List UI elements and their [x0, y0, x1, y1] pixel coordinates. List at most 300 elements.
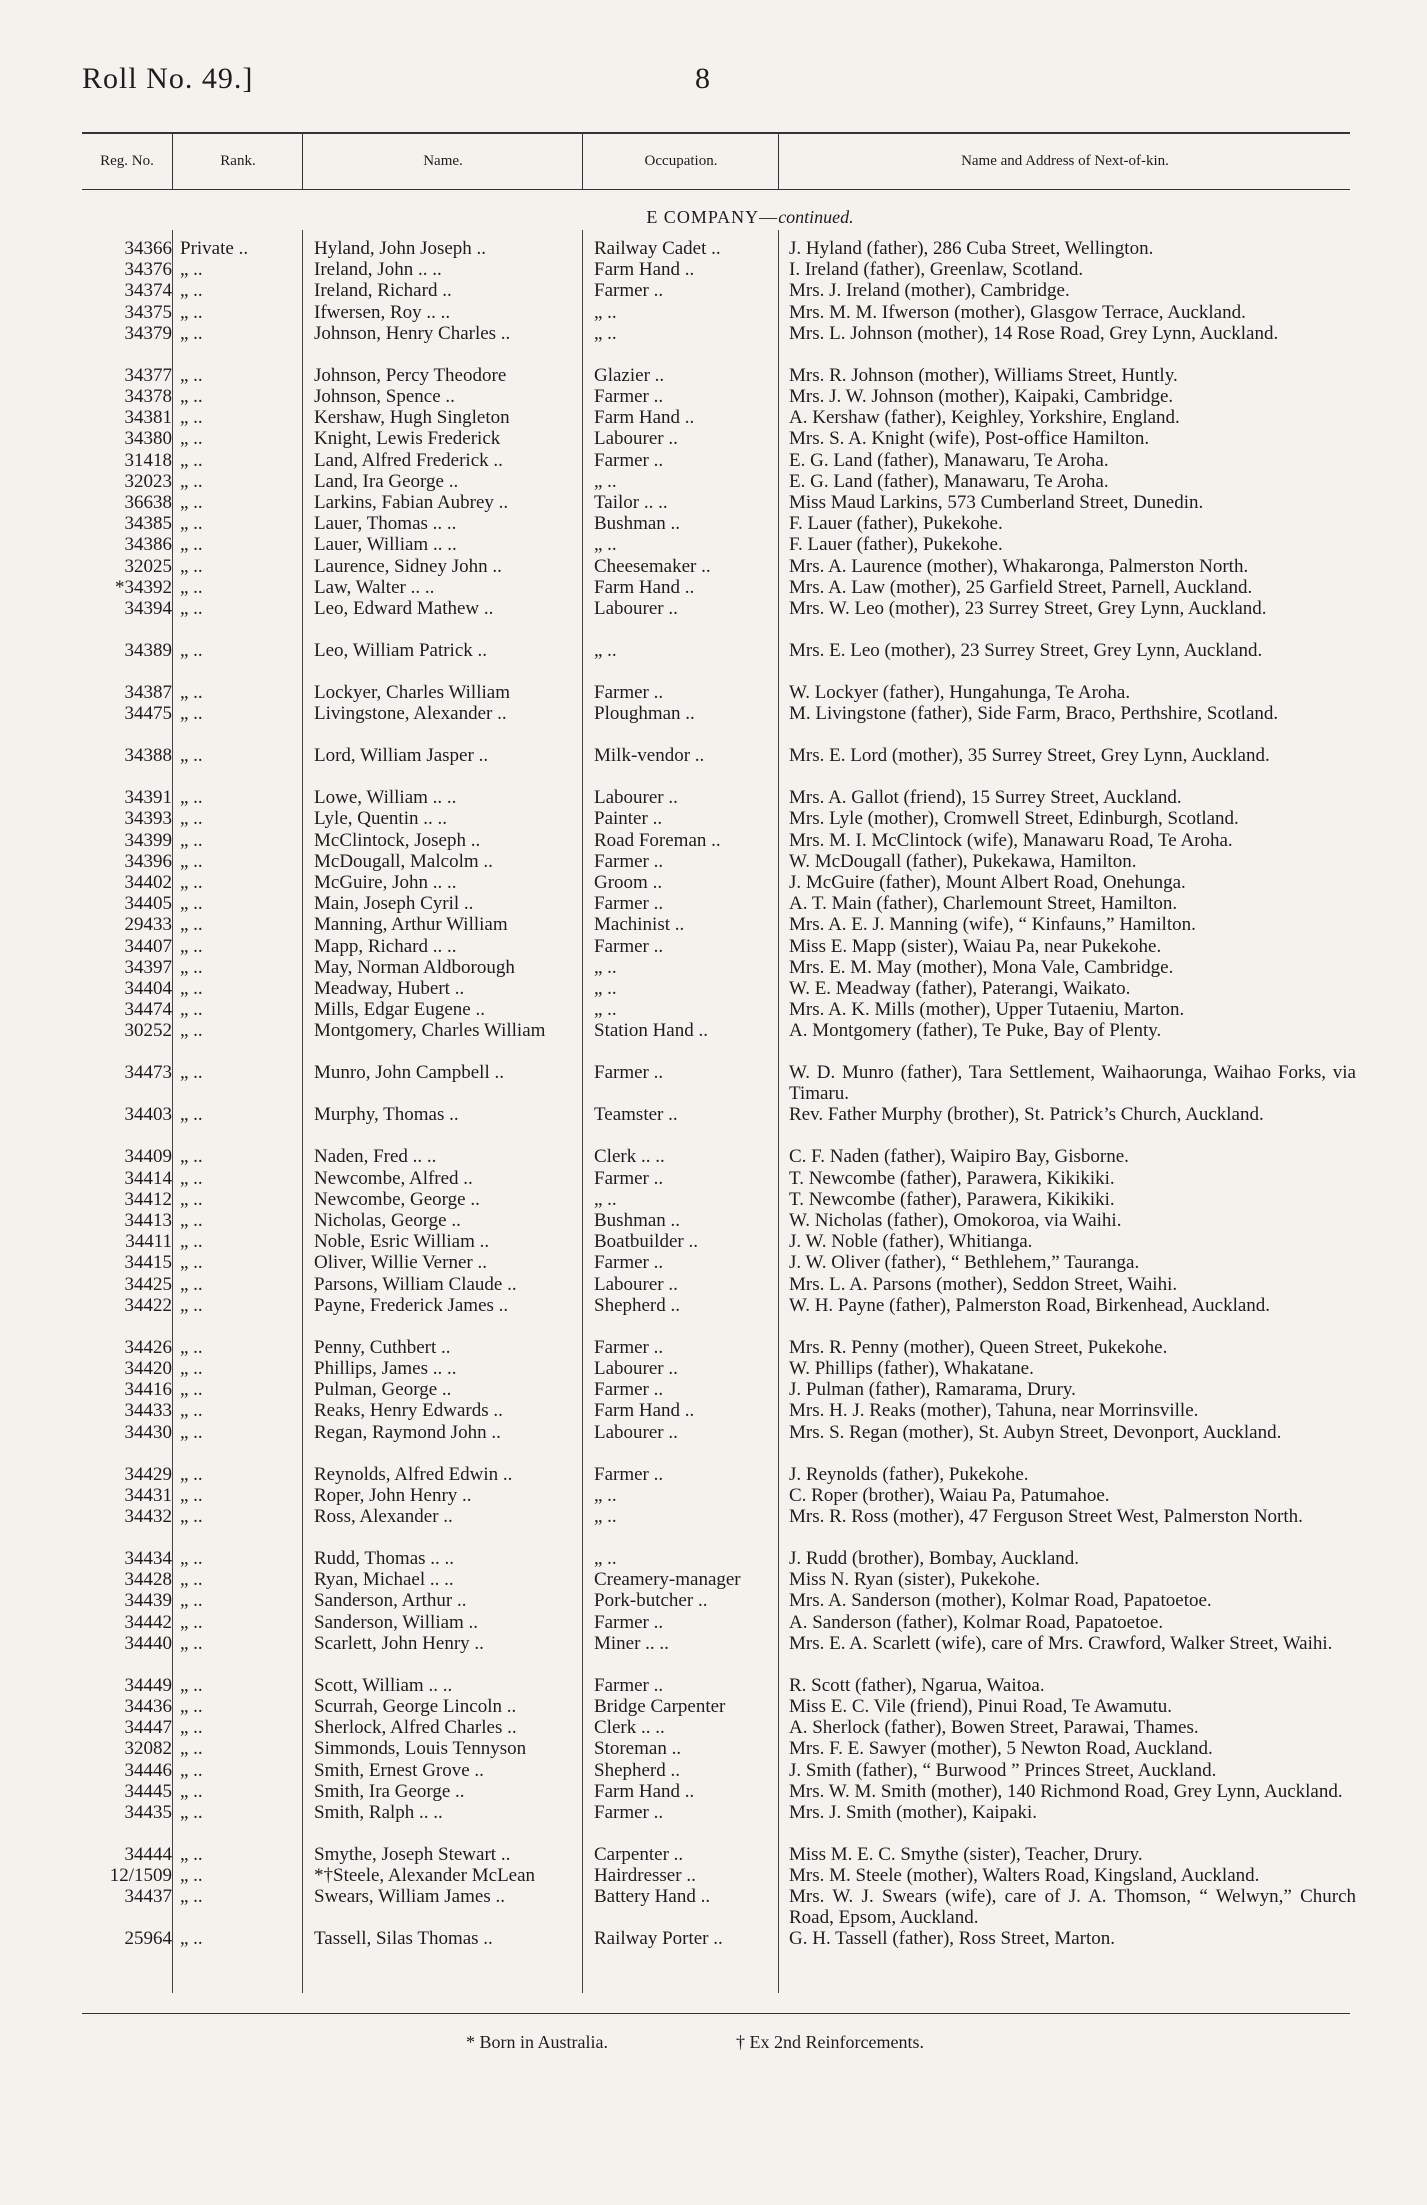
soldier-name: Naden, Fred .. ..: [314, 1146, 437, 1168]
rank: „ ..: [180, 640, 203, 661]
reg-number: 34402: [124, 872, 172, 893]
soldier-name: Payne, Frederick James ..: [314, 1294, 509, 1316]
reg-number: 34403: [124, 1104, 172, 1126]
occupation: Farm Hand ..: [594, 1400, 695, 1422]
soldier-name: Lord, William Jasper ..: [314, 745, 489, 767]
next-of-kin: J. McGuire (father), Mount Albert Road, Onehunga.: [789, 872, 1186, 893]
occupation: Painter ..: [594, 808, 663, 830]
next-of-kin: Mrs. R. Penny (mother), Queen Street, Pukekohe.: [789, 1336, 1168, 1358]
occupation: Cheesemaker ..: [594, 555, 711, 577]
reg-number: 34391: [124, 787, 172, 809]
reg-number: 34416: [124, 1379, 172, 1401]
occupation: Creamery-manager: [594, 1569, 741, 1591]
occupation: Labourer ..: [594, 1358, 678, 1379]
occupation: Farmer ..: [594, 1167, 664, 1189]
rank: „ ..: [180, 1802, 203, 1823]
next-of-kin: T. Newcombe (father), Parawera, Kikikiki.: [789, 1188, 1115, 1210]
rank: „ ..: [180, 1421, 203, 1443]
occupation: Farm Hand ..: [594, 259, 695, 281]
occupation: Tailor .. ..: [594, 492, 668, 513]
reg-number: 34381: [124, 407, 172, 429]
next-of-kin: W. Lockyer (father), Hungahunga, Te Aroha.: [789, 682, 1131, 703]
soldier-name: Pulman, George ..: [314, 1379, 452, 1401]
rank: „ ..: [180, 598, 203, 619]
reg-number: 34440: [124, 1632, 172, 1654]
rank: „ ..: [180, 534, 203, 556]
reg-number: 34445: [124, 1780, 172, 1802]
occupation: Pork-butcher ..: [594, 1590, 708, 1612]
next-of-kin: A. Kershaw (father), Keighley, Yorkshire, England.: [789, 407, 1180, 429]
rank: „ ..: [180, 1188, 203, 1210]
reg-number: 34378: [124, 386, 172, 407]
company-name: E COMPANY—: [646, 207, 779, 227]
soldier-name: Ryan, Michael .. ..: [314, 1569, 454, 1591]
reg-number: 34376: [124, 259, 172, 281]
reg-number: 36638: [124, 492, 172, 513]
rank: „ ..: [180, 850, 203, 872]
occupation: Shepherd ..: [594, 1759, 681, 1781]
soldier-name: Parsons, William Claude ..: [314, 1273, 517, 1295]
rank: „ ..: [180, 1506, 203, 1527]
footnote-reinforcements: † Ex 2nd Reinforcements.: [736, 2032, 924, 2052]
occupation: Farm Hand ..: [594, 407, 695, 429]
next-of-kin: G. H. Tassell (father), Ross Street, Marton.: [789, 1928, 1116, 1950]
rank: „ ..: [180, 1104, 203, 1126]
reg-number: 34431: [124, 1484, 172, 1506]
footnote-born-australia: * Born in Australia.: [466, 2032, 608, 2052]
soldier-name: Smith, Ira George ..: [314, 1780, 465, 1802]
next-of-kin: Mrs. L. Johnson (mother), 14 Rose Road, Grey Lynn, Auckland.: [789, 322, 1279, 344]
rank: „ ..: [180, 280, 203, 302]
soldier-name: McGuire, John .. ..: [314, 872, 457, 893]
occupation: Shepherd ..: [594, 1294, 681, 1316]
reg-number: 32023: [124, 470, 172, 492]
soldier-name: Rudd, Thomas .. ..: [314, 1548, 455, 1569]
reg-number: 34407: [124, 935, 172, 957]
reg-number: 34473: [124, 1062, 172, 1084]
next-of-kin: Mrs. E. A. Scarlett (wife), care of Mrs. Crawford, Walker Street, Waihi.: [789, 1632, 1333, 1654]
reg-number: 34404: [124, 978, 172, 999]
rank: „ ..: [180, 1463, 203, 1485]
next-of-kin: I. Ireland (father), Greenlaw, Scotland.: [789, 259, 1084, 281]
reg-number: 34389: [124, 640, 172, 661]
occupation: Storeman ..: [594, 1738, 682, 1760]
occupation: Miner .. ..: [594, 1632, 669, 1654]
reg-number: 32025: [124, 555, 172, 577]
soldier-name: Reaks, Henry Edwards ..: [314, 1400, 503, 1422]
occupation: Railway Cadet ..: [594, 238, 721, 259]
occupation: Bridge Carpenter: [594, 1696, 726, 1717]
next-of-kin: J. Pulman (father), Ramarama, Drury.: [789, 1379, 1076, 1401]
occupation: Farmer ..: [594, 850, 664, 872]
next-of-kin: A. Sanderson (father), Kolmar Road, Papatoetoe.: [789, 1611, 1164, 1633]
rank: „ ..: [180, 322, 203, 344]
soldier-name: Smythe, Joseph Stewart ..: [314, 1844, 511, 1865]
rank: „ ..: [180, 893, 203, 915]
reg-number: 34449: [124, 1674, 172, 1696]
soldier-name: Land, Ira George ..: [314, 470, 459, 492]
next-of-kin: Mrs. M. Steele (mother), Walters Road, Kingsland, Auckland.: [789, 1865, 1260, 1887]
reg-number: 34374: [124, 280, 172, 302]
occupation: Labourer ..: [594, 598, 678, 619]
next-of-kin: Mrs. H. J. Reaks (mother), Tahuna, near Morrinsville.: [789, 1400, 1199, 1422]
reg-number: 34435: [124, 1802, 172, 1823]
next-of-kin: Mrs. E. Lord (mother), 35 Surrey Street, Grey Lynn, Auckland.: [789, 745, 1270, 767]
occupation: Farmer ..: [594, 386, 664, 407]
soldier-name: Smith, Ernest Grove ..: [314, 1759, 484, 1781]
soldier-name: Leo, William Patrick ..: [314, 640, 488, 661]
next-of-kin: Mrs. E. M. May (mother), Mona Vale, Cambridge.: [789, 956, 1174, 978]
occupation: „ ..: [594, 322, 617, 344]
next-of-kin: M. Livingstone (father), Side Farm, Braco, Perthshire, Scotland.: [789, 703, 1279, 725]
next-of-kin: J. W. Oliver (father), “ Bethlehem,” Tauranga.: [789, 1252, 1140, 1274]
reg-number: 34446: [124, 1759, 172, 1781]
occupation: Farmer ..: [594, 280, 664, 302]
soldier-name: Ifwersen, Roy .. ..: [314, 301, 451, 323]
next-of-kin: E. G. Land (father), Manawaru, Te Aroha.: [789, 449, 1109, 471]
reg-number: 34439: [124, 1590, 172, 1612]
soldier-name: Leo, Edward Mathew ..: [314, 598, 494, 619]
rank: „ ..: [180, 407, 203, 429]
rank: „ ..: [180, 703, 203, 725]
soldier-name: McClintock, Joseph ..: [314, 829, 481, 851]
soldier-name: Knight, Lewis Frederick: [314, 428, 501, 450]
next-of-kin: J. W. Noble (father), Whitianga.: [789, 1231, 1033, 1253]
rank: „ ..: [180, 1738, 203, 1760]
occupation: „ ..: [594, 534, 617, 556]
next-of-kin: Miss M. E. C. Smythe (sister), Teacher, Drury.: [789, 1844, 1143, 1865]
rank: „ ..: [180, 386, 203, 407]
soldier-name: Oliver, Willie Verner ..: [314, 1252, 487, 1274]
next-of-kin: Mrs. A. Law (mother), 25 Garfield Street, Parnell, Auckland.: [789, 576, 1253, 598]
soldier-name: Scarlett, John Henry ..: [314, 1632, 484, 1654]
rank: „ ..: [180, 555, 203, 577]
next-of-kin: W. McDougall (father), Pukekawa, Hamilton.: [789, 850, 1137, 872]
reg-number: 31418: [124, 449, 172, 471]
rank: „ ..: [180, 1146, 203, 1168]
next-of-kin: W. H. Payne (father), Palmerston Road, Birkenhead, Auckland.: [789, 1294, 1271, 1316]
rank: „ ..: [180, 1273, 203, 1295]
reg-number: 34387: [124, 682, 172, 703]
rank: „ ..: [180, 513, 203, 535]
next-of-kin: Mrs. A. Gallot (friend), 15 Surrey Street, Auckland.: [789, 787, 1182, 809]
rank: „ ..: [180, 1210, 203, 1231]
next-of-kin: C. F. Naden (father), Waipiro Bay, Gisborne.: [789, 1146, 1129, 1168]
soldier-name: Tassell, Silas Thomas ..: [314, 1928, 493, 1950]
occupation: „ ..: [594, 1506, 617, 1527]
rank: Private ..: [180, 238, 249, 259]
rank: „ ..: [180, 1379, 203, 1401]
next-of-kin: Miss E. C. Vile (friend), Pinui Road, Te Awamutu.: [789, 1696, 1172, 1717]
next-of-kin: Mrs. A. Sanderson (mother), Kolmar Road, Papatoetoe.: [789, 1590, 1212, 1612]
rank: „ ..: [180, 1632, 203, 1654]
next-of-kin: A. Montgomery (father), Te Puke, Bay of Plenty.: [789, 1020, 1162, 1042]
occupation: Farmer ..: [594, 1252, 664, 1274]
soldier-name: Kershaw, Hugh Singleton: [314, 407, 510, 429]
reg-number: 12/1509: [109, 1865, 172, 1887]
next-of-kin: W. Phillips (father), Whakatane.: [789, 1358, 1034, 1379]
rank: „ ..: [180, 935, 203, 957]
soldier-name: Manning, Arthur William: [314, 914, 508, 936]
reg-number: 34422: [124, 1294, 172, 1316]
reg-number: 34442: [124, 1611, 172, 1633]
rank: „ ..: [180, 978, 203, 999]
next-of-kin: A. T. Main (father), Charlemount Street, Hamilton.: [789, 893, 1178, 915]
section-heading: [590, 207, 910, 228]
occupation: Farmer ..: [594, 1674, 664, 1696]
rank: „ ..: [180, 1611, 203, 1633]
header-rank: Rank.: [172, 134, 303, 189]
soldier-name: Smith, Ralph .. ..: [314, 1802, 443, 1823]
soldier-name: Larkins, Fabian Aubrey ..: [314, 492, 509, 513]
column-divider: [302, 230, 303, 1993]
reg-number: 34366: [124, 238, 172, 259]
reg-number: 34428: [124, 1569, 172, 1591]
next-of-kin: Mrs. W. M. Smith (mother), 140 Richmond Road, Grey Lynn, Auckland.: [789, 1780, 1343, 1802]
soldier-name: Reynolds, Alfred Edwin ..: [314, 1463, 513, 1485]
soldier-name: Newcombe, George ..: [314, 1188, 480, 1210]
rank: „ ..: [180, 999, 203, 1021]
occupation: Farm Hand ..: [594, 1780, 695, 1802]
next-of-kin: F. Lauer (father), Pukekohe.: [789, 513, 1003, 535]
page-header: [0, 62, 1427, 112]
soldier-name: Scurrah, George Lincoln ..: [314, 1696, 517, 1717]
rank: „ ..: [180, 470, 203, 492]
occupation: „ ..: [594, 1484, 617, 1506]
occupation: „ ..: [594, 640, 617, 661]
reg-number: 34411: [125, 1231, 172, 1253]
next-of-kin: Mrs. J. Ireland (mother), Cambridge.: [789, 280, 1070, 302]
occupation: Farmer ..: [594, 935, 664, 957]
column-divider: [172, 230, 173, 1993]
soldier-name: Phillips, James .. ..: [314, 1358, 457, 1379]
reg-number: 34412: [124, 1188, 172, 1210]
occupation: Labourer ..: [594, 1421, 678, 1443]
occupation: Groom ..: [594, 872, 663, 893]
rank: „ ..: [180, 1674, 203, 1696]
soldier-name: *†Steele, Alexander McLean: [314, 1865, 536, 1887]
soldier-name: Livingstone, Alexander ..: [314, 703, 507, 725]
soldier-name: Johnson, Spence ..: [314, 386, 455, 407]
rank: „ ..: [180, 301, 203, 323]
reg-number: 30252: [124, 1020, 172, 1042]
soldier-name: Newcombe, Alfred ..: [314, 1167, 473, 1189]
reg-number: 34397: [124, 956, 172, 978]
rank: „ ..: [180, 1717, 203, 1739]
occupation: Farmer ..: [594, 682, 664, 703]
occupation: Farmer ..: [594, 1802, 664, 1823]
occupation: Bushman ..: [594, 1210, 681, 1231]
soldier-name: Sanderson, Arthur ..: [314, 1590, 467, 1612]
occupation: „ ..: [594, 956, 617, 978]
occupation: „ ..: [594, 470, 617, 492]
reg-number: 34380: [124, 428, 172, 450]
rank: „ ..: [180, 576, 203, 598]
occupation: Clerk .. ..: [594, 1146, 665, 1168]
rank: „ ..: [180, 1844, 203, 1865]
occupation: Teamster ..: [594, 1104, 678, 1126]
rank: „ ..: [180, 1231, 203, 1253]
reg-number: 34394: [124, 598, 172, 619]
header-name: Name.: [302, 134, 583, 189]
occupation: Farmer ..: [594, 1463, 664, 1485]
soldier-name: Regan, Raymond John ..: [314, 1421, 501, 1443]
next-of-kin: Mrs. R. Ross (mother), 47 Ferguson Street West, Palmerston North.: [789, 1506, 1303, 1527]
occupation: Labourer ..: [594, 787, 678, 809]
rank: „ ..: [180, 1928, 203, 1950]
next-of-kin: W. E. Meadway (father), Paterangi, Waikato.: [789, 978, 1131, 999]
soldier-name: Lowe, William .. ..: [314, 787, 457, 809]
rank: „ ..: [180, 1759, 203, 1781]
next-of-kin: Miss E. Mapp (sister), Waiau Pa, near Pukekohe.: [789, 935, 1162, 957]
occupation: Hairdresser ..: [594, 1865, 696, 1887]
soldier-name: Penny, Cuthbert ..: [314, 1336, 451, 1358]
next-of-kin: Mrs. E. Leo (mother), 23 Surrey Street, Grey Lynn, Auckland.: [789, 640, 1263, 661]
occupation: „ ..: [594, 999, 617, 1021]
soldier-name: Meadway, Hubert ..: [314, 978, 465, 999]
next-of-kin: Mrs. A. K. Mills (mother), Upper Tutaeniu, Marton.: [789, 999, 1185, 1021]
next-of-kin: Mrs. R. Johnson (mother), Williams Street, Huntly.: [789, 364, 1178, 386]
soldier-name: Munro, John Campbell ..: [314, 1062, 504, 1084]
next-of-kin: W. Nicholas (father), Omokoroa, via Waihi.: [789, 1210, 1122, 1231]
rank: „ ..: [180, 745, 203, 767]
soldier-name: Land, Alfred Frederick ..: [314, 449, 503, 471]
soldier-name: Laurence, Sidney John ..: [314, 555, 502, 577]
header-next-of-kin: Name and Address of Next-of-kin.: [778, 134, 1351, 189]
reg-number: 34420: [124, 1358, 172, 1379]
rank: „ ..: [180, 682, 203, 703]
page-number: 8: [695, 62, 710, 95]
reg-number: 34429: [124, 1463, 172, 1485]
occupation: Boatbuilder ..: [594, 1231, 698, 1253]
rank: „ ..: [180, 829, 203, 851]
next-of-kin: J. Reynolds (father), Pukekohe.: [789, 1463, 1029, 1485]
next-of-kin: Mrs. M. M. Ifwerson (mother), Glasgow Terrace, Auckland.: [789, 301, 1246, 323]
soldier-name: Scott, William .. ..: [314, 1674, 453, 1696]
soldier-name: Lauer, Thomas .. ..: [314, 513, 457, 535]
reg-number: 29433: [124, 914, 172, 936]
soldier-name: Hyland, John Joseph ..: [314, 238, 487, 259]
reg-number: 34405: [124, 893, 172, 915]
column-headers: [82, 132, 1350, 190]
occupation: Farmer ..: [594, 1062, 664, 1084]
next-of-kin: Mrs. J. W. Johnson (mother), Kaipaki, Cambridge.: [789, 386, 1174, 407]
soldier-name: Main, Joseph Cyril ..: [314, 893, 474, 915]
occupation: Labourer ..: [594, 1273, 678, 1295]
occupation: Battery Hand ..: [594, 1886, 711, 1908]
soldier-name: Ireland, John .. ..: [314, 259, 442, 281]
occupation: Clerk .. ..: [594, 1717, 665, 1739]
soldier-name: Johnson, Percy Theodore: [314, 364, 507, 386]
reg-number: 34396: [124, 850, 172, 872]
rank: „ ..: [180, 1294, 203, 1316]
soldier-name: Sherlock, Alfred Charles ..: [314, 1717, 517, 1739]
occupation: Glazier ..: [594, 364, 665, 386]
next-of-kin: E. G. Land (father), Manawaru, Te Aroha.: [789, 470, 1109, 492]
reg-number: 34393: [124, 808, 172, 830]
occupation: Labourer ..: [594, 428, 678, 450]
soldier-name: Noble, Esric William ..: [314, 1231, 490, 1253]
soldier-name: Ireland, Richard ..: [314, 280, 452, 302]
soldier-name: Lyle, Quentin .. ..: [314, 808, 447, 830]
occupation: Farmer ..: [594, 1379, 664, 1401]
reg-number: 34415: [124, 1252, 172, 1274]
soldier-name: May, Norman Aldborough: [314, 956, 515, 978]
column-divider: [778, 230, 779, 1993]
next-of-kin: Mrs. S. Regan (mother), St. Aubyn Street, Devonport, Auckland.: [789, 1421, 1282, 1443]
reg-number: 34409: [124, 1146, 172, 1168]
rank: „ ..: [180, 1484, 203, 1506]
next-of-kin: Miss N. Ryan (sister), Pukekohe.: [789, 1569, 1040, 1591]
next-of-kin: Mrs. J. Smith (mother), Kaipaki.: [789, 1802, 1038, 1823]
occupation: Farm Hand ..: [594, 576, 695, 598]
soldier-name: Mapp, Richard .. ..: [314, 935, 457, 957]
next-of-kin: Mrs. L. A. Parsons (mother), Seddon Street, Waihi.: [789, 1273, 1178, 1295]
rank: „ ..: [180, 808, 203, 830]
header-reg-no: Reg. No.: [100, 153, 154, 169]
occupation: Farmer ..: [594, 893, 664, 915]
soldier-name: Swears, William James ..: [314, 1886, 505, 1908]
next-of-kin: J. Hyland (father), 286 Cuba Street, Wellington.: [789, 238, 1154, 259]
rank: „ ..: [180, 449, 203, 471]
rank: „ ..: [180, 1336, 203, 1358]
reg-number: 25964: [124, 1928, 172, 1950]
next-of-kin: Rev. Father Murphy (brother), St. Patrick’s Church, Auckland.: [789, 1104, 1264, 1126]
reg-number: 34425: [124, 1273, 172, 1295]
next-of-kin: Miss Maud Larkins, 573 Cumberland Street, Dunedin.: [789, 492, 1204, 513]
reg-number: 34414: [124, 1167, 172, 1189]
rank: „ ..: [180, 872, 203, 893]
rank: „ ..: [180, 1865, 203, 1887]
rank: „ ..: [180, 364, 203, 386]
occupation: Farmer ..: [594, 449, 664, 471]
next-of-kin: Mrs. S. A. Knight (wife), Post-office Hamilton.: [789, 428, 1150, 450]
occupation: Machinist ..: [594, 914, 685, 936]
occupation: „ ..: [594, 1188, 617, 1210]
reg-number: 32082: [124, 1738, 172, 1760]
soldier-name: Roper, John Henry ..: [314, 1484, 472, 1506]
rank: „ ..: [180, 956, 203, 978]
reg-number: 34379: [124, 322, 172, 344]
occupation: Bushman ..: [594, 513, 681, 535]
occupation: „ ..: [594, 301, 617, 323]
rank: „ ..: [180, 492, 203, 513]
rank: „ ..: [180, 1780, 203, 1802]
rank: „ ..: [180, 428, 203, 450]
soldier-name: Simmonds, Louis Tennyson: [314, 1738, 527, 1760]
reg-number: 34377: [124, 364, 172, 386]
rank: „ ..: [180, 787, 203, 809]
soldier-name: Johnson, Henry Charles ..: [314, 322, 511, 344]
soldier-name: Ross, Alexander ..: [314, 1506, 453, 1527]
next-of-kin: Mrs. A. Laurence (mother), Whakaronga, Palmerston North.: [789, 555, 1249, 577]
rank: „ ..: [180, 1062, 203, 1084]
reg-number: 34430: [124, 1421, 172, 1443]
next-of-kin: Mrs. A. E. J. Manning (wife), “ Kinfauns,” Hamilton.: [789, 914, 1196, 936]
next-of-kin: R. Scott (father), Ngarua, Waitoa.: [789, 1674, 1045, 1696]
soldier-name: McDougall, Malcolm ..: [314, 850, 493, 872]
occupation: Milk-vendor ..: [594, 745, 705, 767]
rank: „ ..: [180, 1569, 203, 1591]
next-of-kin: T. Newcombe (father), Parawera, Kikikiki.: [789, 1167, 1115, 1189]
reg-number: 34432: [124, 1506, 172, 1527]
soldier-name: Sanderson, William ..: [314, 1611, 479, 1633]
continued-label: continued.: [778, 207, 854, 227]
rank: „ ..: [180, 1548, 203, 1569]
reg-number: 34475: [124, 703, 172, 725]
occupation: Farmer ..: [594, 1336, 664, 1358]
next-of-kin: Mrs. Lyle (mother), Cromwell Street, Edinburgh, Scotland.: [789, 808, 1239, 830]
